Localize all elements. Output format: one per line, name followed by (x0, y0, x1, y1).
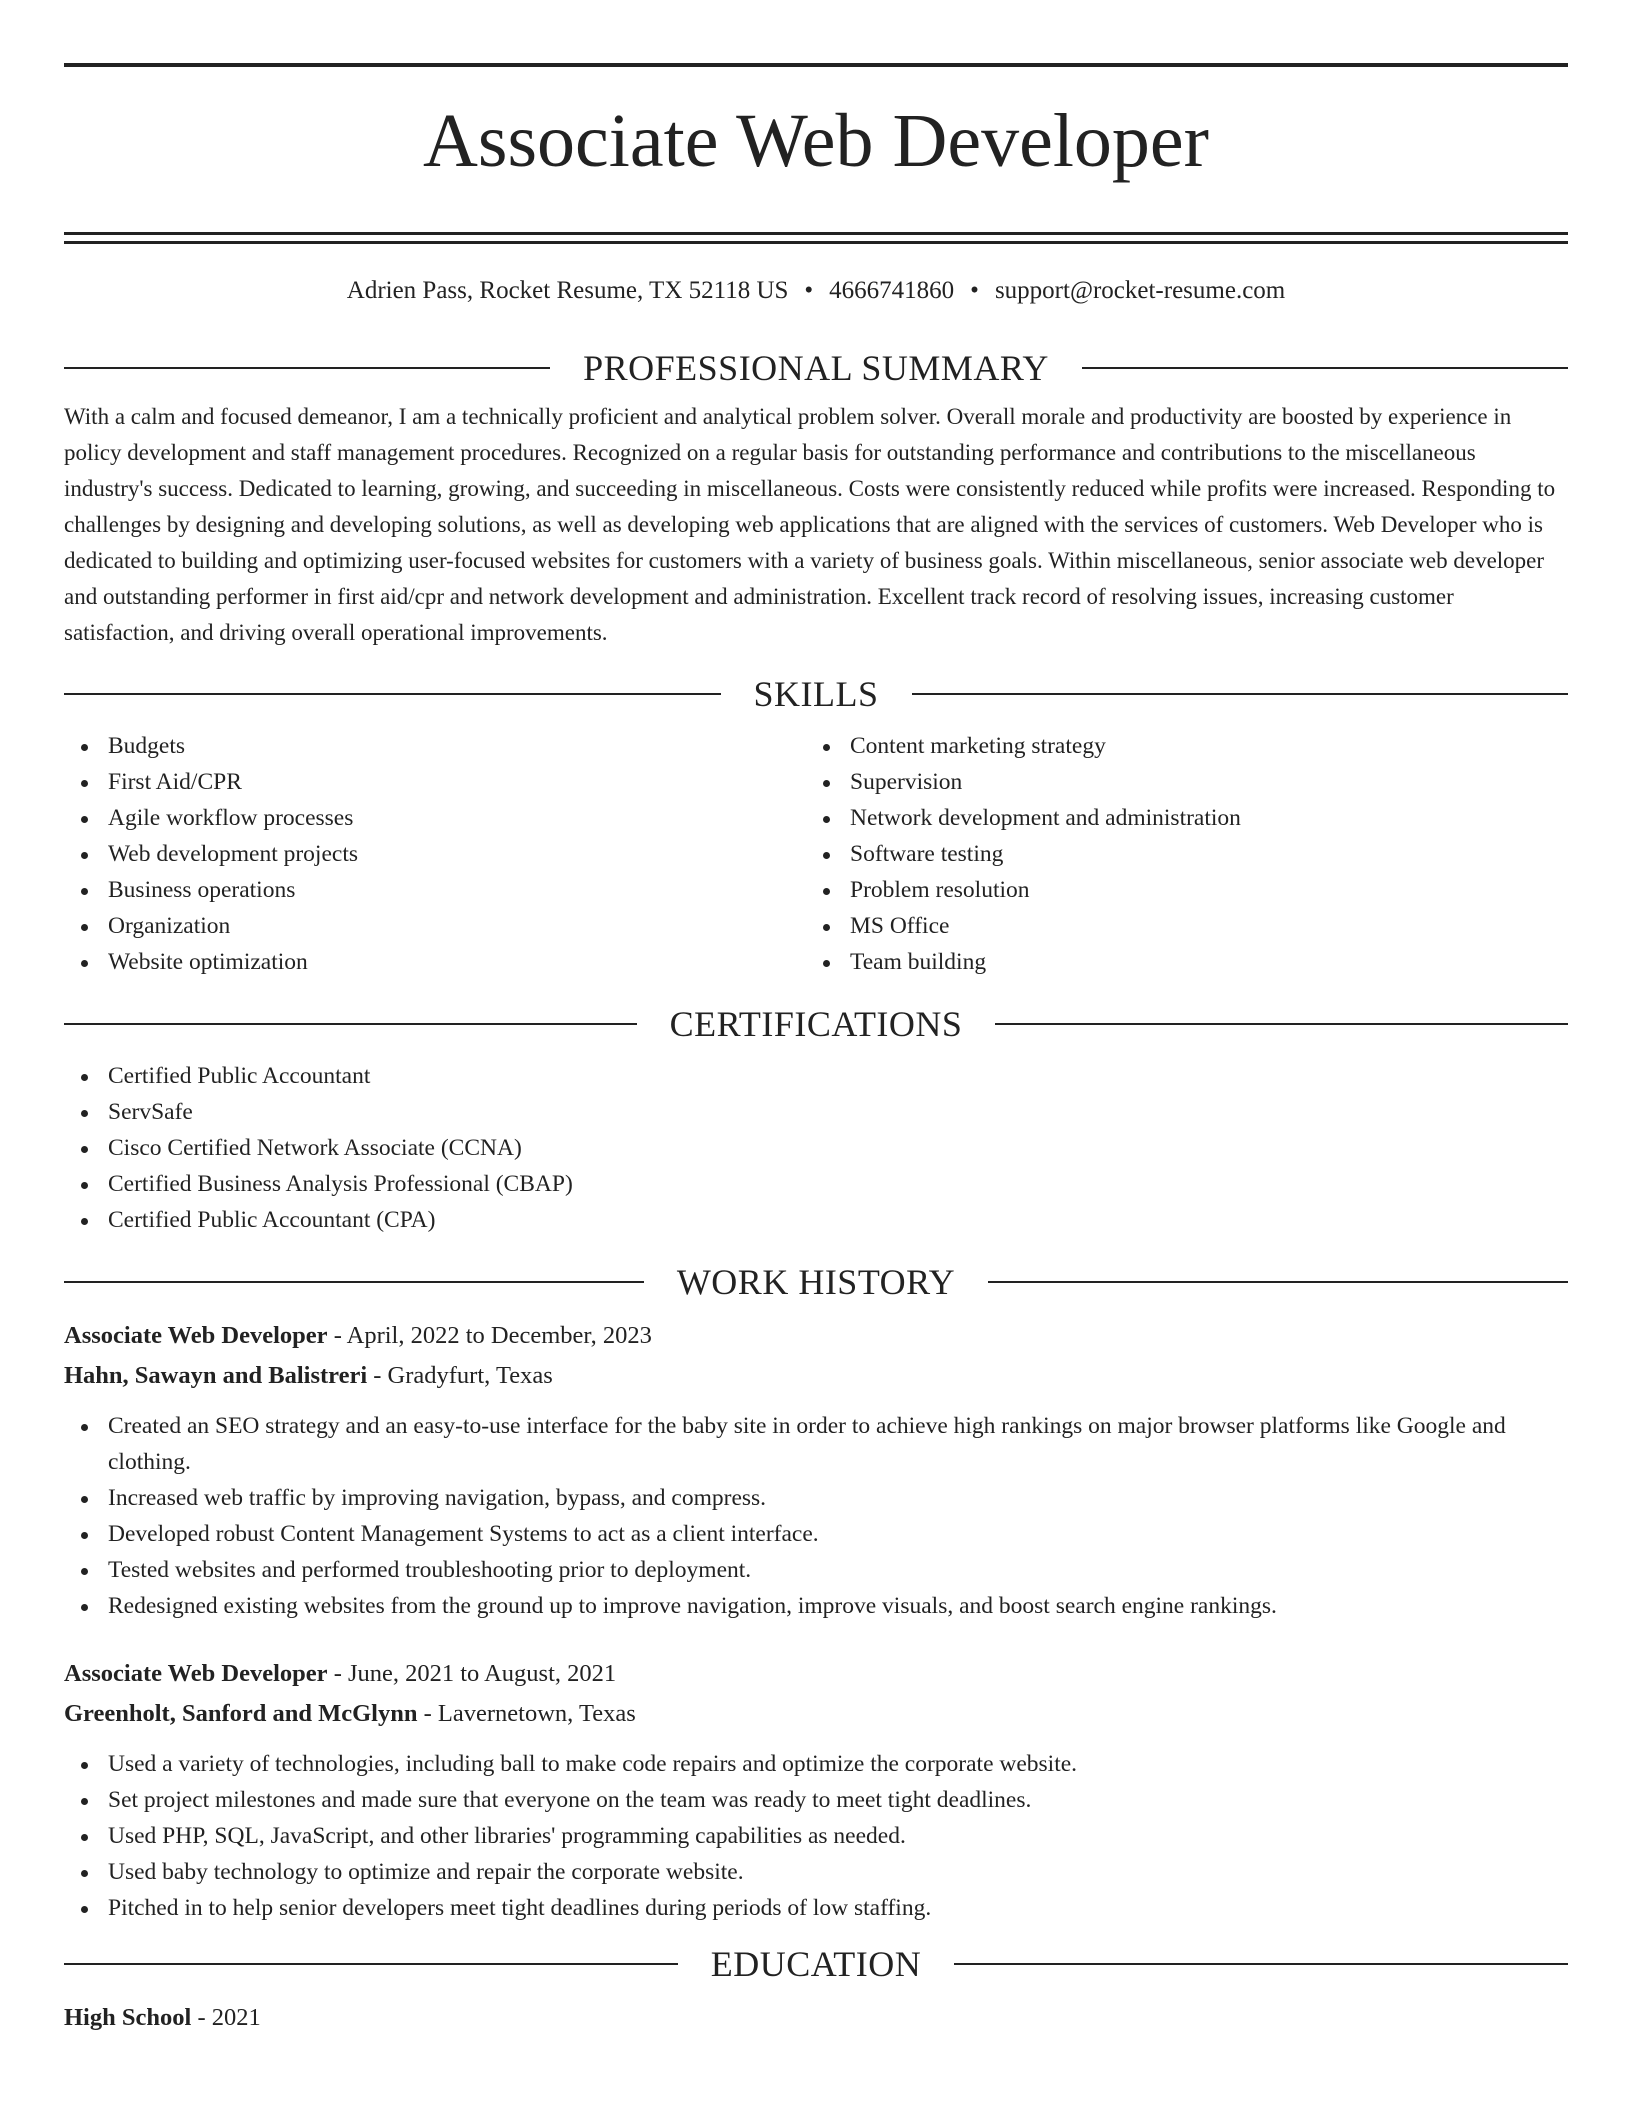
section-heading-summary (64, 346, 1568, 390)
list-item: Supervision (806, 764, 1548, 800)
list-item: Website optimization (64, 944, 806, 980)
list-item: Redesigned existing websites from the ground up to improve navigation, improve visuals, and boost search engine rankings. (64, 1588, 1568, 1624)
job-company-line (64, 1356, 1568, 1396)
section-heading-certifications (64, 1002, 1568, 1046)
job-title: Associate Web Developer (64, 1322, 328, 1349)
page-title: Associate Web Developer (423, 99, 1209, 183)
list-item: Increased web traffic by improving navigation, bypass, and compress. (64, 1480, 1568, 1516)
education-degree: High School (64, 2004, 192, 2031)
skills-columns (64, 728, 1568, 980)
summary-text: With a calm and focused demeanor, I am a technically proficient and analytical problem solver. Overall morale and productivity are boosted by experience in policy development and staff management procedures. Recognized on a regular basis for outstanding performance and contributions to the miscellaneous industry's success. Dedicated to learning, growing, and succeeding in miscellaneous. Costs were consistently reduced while profits were increased. Responding to challenges by designing and developing solutions, as well as developing web applications that are aligned with the services of customers. Web Developer who is dedicated to building and optimizing user-focused websites for customers with a variety of business goals. Within miscellaneous, senior associate web developer and outstanding performer in first aid/cpr and network development and administration. Excellent track record of resolving issues, increasing customer satisfaction, and driving overall operational improvements. (64, 404, 1556, 645)
skills-list-left (64, 728, 806, 980)
list-item: Team building (806, 944, 1548, 980)
section-title: EDUCATION (710, 1944, 922, 1984)
list-item: Certified Public Accountant (64, 1058, 1568, 1094)
list-item: Cisco Certified Network Associate (CCNA) (64, 1130, 1568, 1166)
section-title: WORK HISTORY (676, 1262, 956, 1302)
list-item: Pitched in to help senior developers meet tight deadlines during periods of low staffing. (64, 1890, 1568, 1926)
job-company: Hahn, Sawayn and Balistreri (64, 1362, 368, 1389)
skills-list-right (806, 728, 1548, 980)
list-item: Set project milestones and made sure that everyone on the team was ready to meet tight deadlines. (64, 1782, 1568, 1818)
contact-line (64, 276, 1568, 306)
contact-separator: • (970, 277, 979, 304)
list-item: First Aid/CPR (64, 764, 806, 800)
job-entry (64, 1316, 1568, 1624)
list-item: MS Office (806, 908, 1548, 944)
contact-email: support@rocket-resume.com (994, 277, 1286, 304)
job-title-line (64, 1316, 1568, 1356)
list-item: Web development projects (64, 836, 806, 872)
job-bullets (64, 1408, 1568, 1624)
job-title: Associate Web Developer (64, 1660, 328, 1687)
education-entry (64, 1998, 1568, 2038)
list-item: Network development and administration (806, 800, 1548, 836)
job-title-line (64, 1654, 1568, 1694)
list-item: Certified Business Analysis Professional (CBAP) (64, 1166, 1568, 1202)
list-item: Certified Public Accountant (CPA) (64, 1202, 1568, 1238)
section-heading-education (64, 1942, 1568, 1986)
job-company: Greenholt, Sanford and McGlynn (64, 1700, 418, 1727)
list-item: Used baby technology to optimize and repair the corporate website. (64, 1854, 1568, 1890)
list-item: Business operations (64, 872, 806, 908)
job-bullets (64, 1746, 1568, 1926)
contact-address: Adrien Pass, Rocket Resume, TX 52118 US (346, 277, 789, 304)
list-item: ServSafe (64, 1094, 1568, 1130)
education-year: - 2021 (191, 2004, 261, 2031)
list-item: Created an SEO strategy and an easy-to-use interface for the baby site in order to achieve high rankings on major browser platforms like Google and clothing. (64, 1408, 1568, 1480)
section-heading-work-history (64, 1260, 1568, 1304)
section-title: SKILLS (753, 674, 879, 714)
certifications-list (64, 1058, 1568, 1238)
list-item: Organization (64, 908, 806, 944)
section-title: PROFESSIONAL SUMMARY (583, 348, 1049, 388)
contact-separator: • (804, 277, 814, 304)
top-rule (64, 63, 1568, 67)
list-item: Used PHP, SQL, JavaScript, and other libraries' programming capabilities as needed. (64, 1818, 1568, 1854)
list-item: Budgets (64, 728, 806, 764)
contact-phone: 4666741860 (829, 277, 955, 304)
job-location: - Gradyfurt, Texas (367, 1362, 553, 1389)
list-item: Agile workflow processes (64, 800, 806, 836)
section-heading-skills (64, 672, 1568, 716)
list-item: Content marketing strategy (806, 728, 1548, 764)
list-item: Software testing (806, 836, 1548, 872)
list-item: Tested websites and performed troubleshooting prior to deployment. (64, 1552, 1568, 1588)
list-item: Developed robust Content Management Systems to act as a client interface. (64, 1516, 1568, 1552)
job-entry (64, 1654, 1568, 1926)
job-dates: - April, 2022 to December, 2023 (327, 1322, 652, 1349)
job-company-line (64, 1694, 1568, 1734)
job-dates: - June, 2021 to August, 2021 (327, 1660, 617, 1687)
list-item: Used a variety of technologies, including ball to make code repairs and optimize the corporate website. (64, 1746, 1568, 1782)
title-double-rule (64, 232, 1568, 244)
resume-page (64, 0, 1568, 2038)
list-item: Problem resolution (806, 872, 1548, 908)
section-title: CERTIFICATIONS (669, 1004, 963, 1044)
job-location: - Lavernetown, Texas (417, 1700, 636, 1727)
